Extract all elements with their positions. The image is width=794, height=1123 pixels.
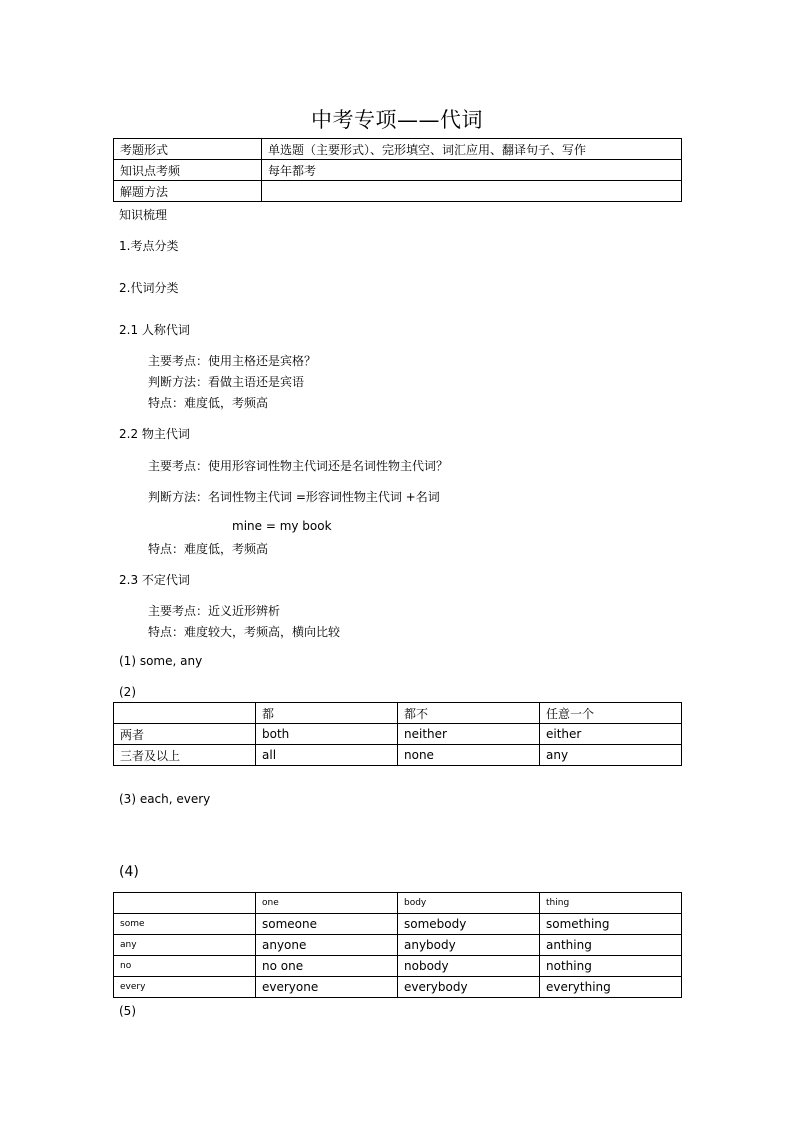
table-cell: 每年都考 (262, 160, 682, 181)
compound-pronoun-table (113, 892, 682, 998)
table-cell: anthing (540, 935, 682, 956)
table-cell: 三者及以上 (114, 745, 256, 766)
table-row-label: every (114, 977, 256, 998)
table-cell: everything (540, 977, 682, 998)
table-cell: none (398, 745, 540, 766)
subheading-2-1: 2.1 人称代词 (119, 323, 190, 337)
table-cell: nothing (540, 956, 682, 977)
subheading-2-2: 2.2 物主代词 (119, 427, 190, 441)
list-item-3: (3) each, every (119, 792, 211, 806)
paragraph-line: 特点：难度低，考频高 (148, 542, 269, 556)
table-cell: nobody (398, 956, 540, 977)
paragraph-line: 判断方法：名词性物主代词 =形容词性物主代词 +名词 (148, 490, 440, 504)
table-header-cell: one (256, 893, 398, 914)
table-row (114, 935, 682, 956)
table-cell: 考题形式 (114, 139, 262, 160)
table-cell: any (540, 745, 682, 766)
table-cell: something (540, 914, 682, 935)
list-item-5: (5) (119, 1004, 136, 1018)
page-title: 中考专项——代词 (311, 108, 483, 132)
paragraph-line: 主要考点：使用主格还是宾格？ (148, 354, 317, 368)
table-cell (114, 893, 256, 914)
table-cell: everybody (398, 977, 540, 998)
paragraph-line: 判断方法：看做主语还是宾语 (148, 375, 305, 389)
subheading-2-3: 2.3 不定代词 (119, 573, 190, 587)
table-header-cell: 都 (256, 703, 398, 724)
list-item-2: (2) (119, 685, 136, 699)
table-row (114, 724, 682, 745)
table-header-cell: 任意一个 (540, 703, 682, 724)
list-item-1: (1) some, any (119, 654, 203, 668)
quantifier-table (113, 702, 682, 766)
table-cell: all (256, 745, 398, 766)
table-cell: no one (256, 956, 398, 977)
paragraph-line: 主要考点：近义近形辨析 (148, 604, 281, 618)
table-cell: someone (256, 914, 398, 935)
paragraph-line: 特点：难度较大，考频高，横向比较 (148, 625, 341, 639)
table-header-cell: 都不 (398, 703, 540, 724)
example-line: mine = my book (232, 519, 332, 533)
table-cell: 两者 (114, 724, 256, 745)
table-row (114, 703, 682, 724)
table-cell: somebody (398, 914, 540, 935)
table-cell: either (540, 724, 682, 745)
table-row (114, 139, 682, 160)
table-row-label: any (114, 935, 256, 956)
list-item-4: (4) (119, 864, 139, 880)
table-cell: both (256, 724, 398, 745)
table-cell: 知识点考频 (114, 160, 262, 181)
section-heading: 知识梳理 (119, 208, 168, 222)
table-row (114, 160, 682, 181)
table-row (114, 956, 682, 977)
table-cell: anybody (398, 935, 540, 956)
table-row-label: no (114, 956, 256, 977)
table-row-label: some (114, 914, 256, 935)
table-row (114, 893, 682, 914)
paragraph-line: 主要考点：使用形容词性物主代词还是名词性物主代词？ (148, 459, 449, 473)
table-row (114, 914, 682, 935)
table-header-cell: thing (540, 893, 682, 914)
table-cell: everyone (256, 977, 398, 998)
table-row (114, 977, 682, 998)
table-cell: 单选题（主要形式）、完形填空、词汇应用、翻译句子、写作 (262, 139, 682, 160)
table-cell: 解题方法 (114, 181, 262, 202)
table-cell: anyone (256, 935, 398, 956)
subheading-2: 2.代词分类 (119, 281, 179, 295)
paragraph-line: 特点：难度低，考频高 (148, 396, 269, 410)
table-cell (262, 181, 682, 202)
table-cell (114, 703, 256, 724)
table-header-cell: body (398, 893, 540, 914)
table-cell: neither (398, 724, 540, 745)
table-row (114, 181, 682, 202)
table-row (114, 745, 682, 766)
subheading-1: 1.考点分类 (119, 239, 179, 253)
overview-table (113, 138, 682, 202)
